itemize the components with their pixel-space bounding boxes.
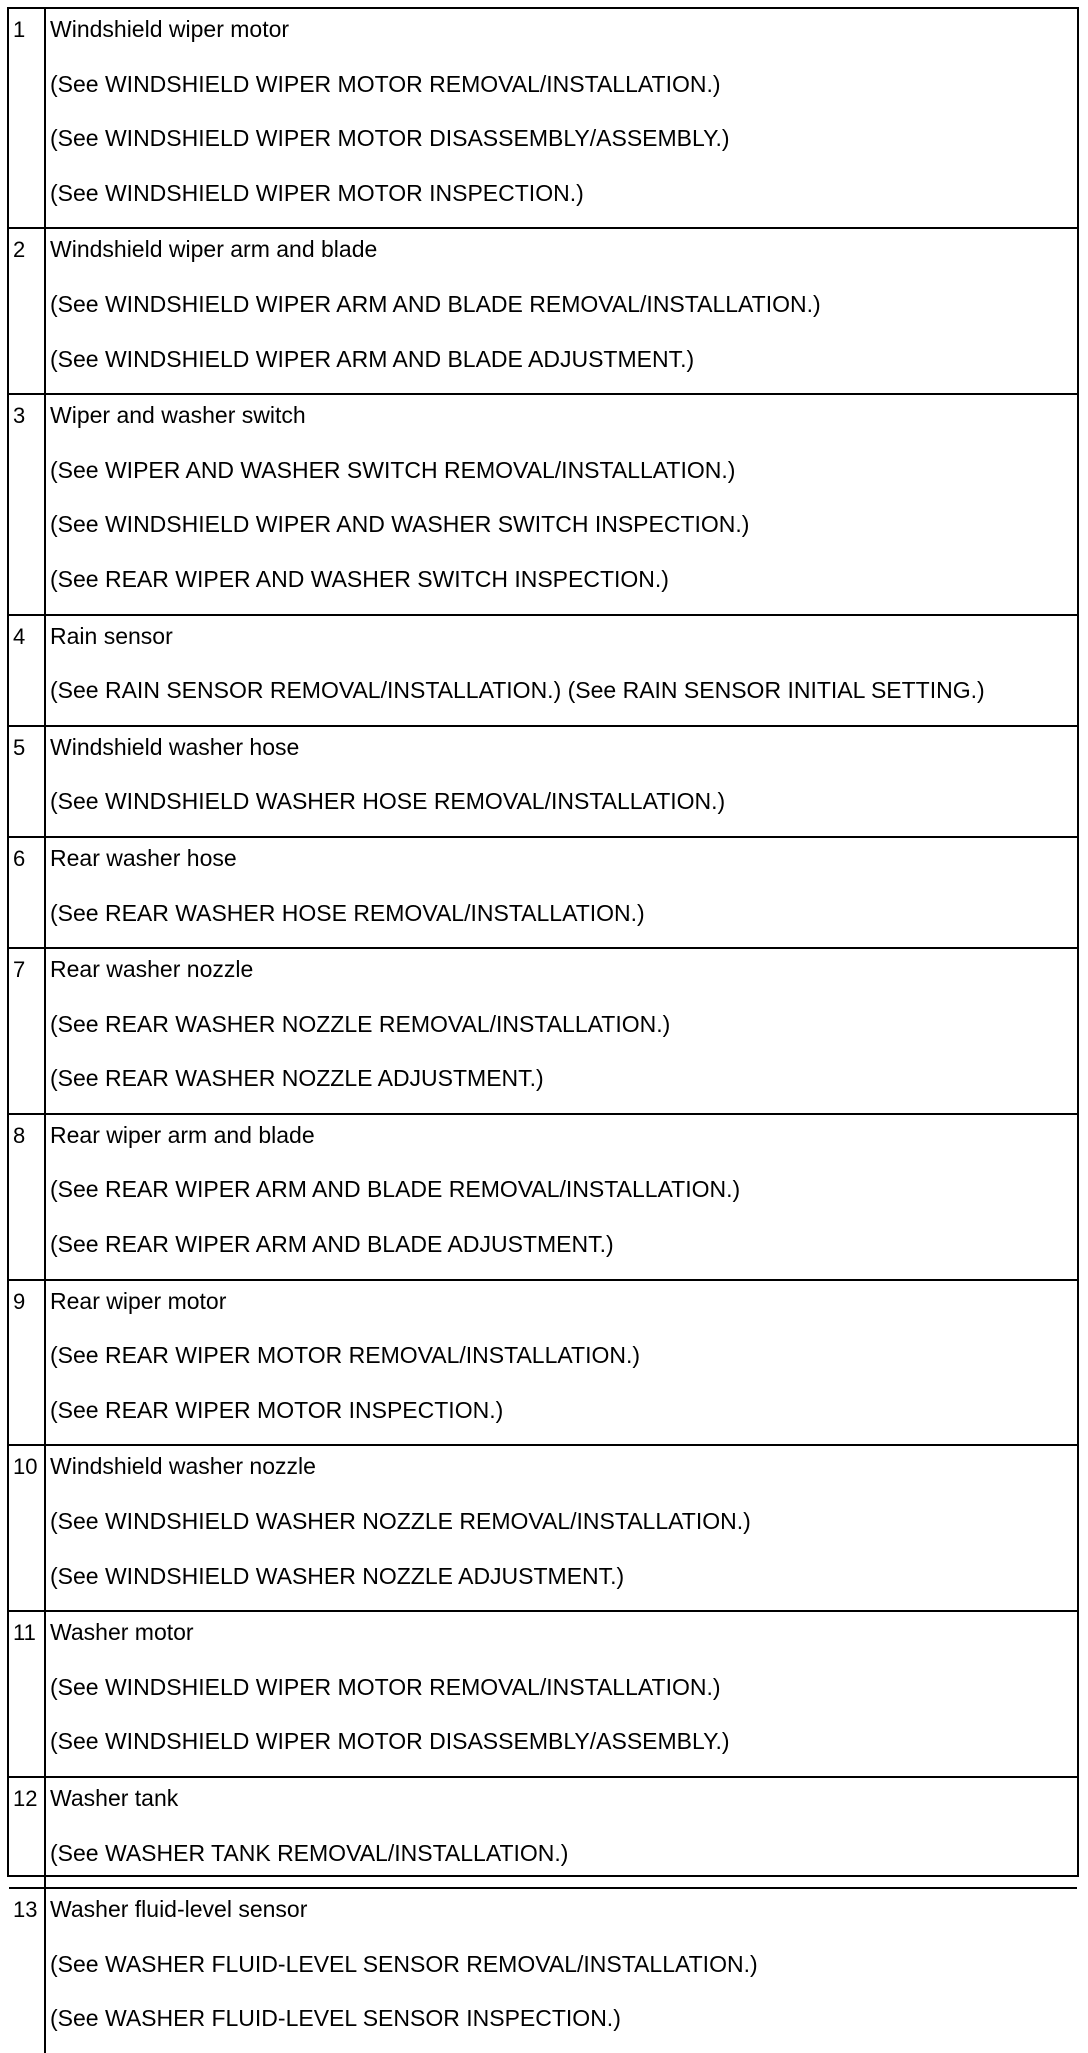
row-content: [46, 1446, 1077, 1610]
procedure-reference: (See WINDSHIELD WIPER MOTOR INSPECTION.): [50, 179, 584, 206]
procedure-reference: (See REAR WIPER MOTOR INSPECTION.): [50, 1396, 504, 1423]
row-number: 13: [9, 1889, 46, 2053]
table-row: [9, 395, 1077, 615]
table-row: [9, 616, 1077, 727]
row-content: [46, 949, 1077, 1113]
procedure-reference: (See REAR WIPER AND WASHER SWITCH INSPECTION.): [50, 565, 669, 592]
procedure-reference: (See WASHER FLUID-LEVEL SENSOR REMOVAL/INSTALLATION.): [50, 1950, 758, 1977]
table-row: [9, 1778, 1077, 1889]
row-number: 8: [9, 1115, 46, 1279]
part-name: Washer fluid-level sensor: [50, 1896, 308, 1923]
row-content: [46, 1115, 1077, 1279]
row-content: [46, 616, 1077, 725]
row-content: [46, 1612, 1077, 1776]
part-name: Wiper and washer switch: [50, 402, 306, 429]
procedure-reference: (See WINDSHIELD WASHER HOSE REMOVAL/INSTALLATION.): [50, 788, 726, 815]
procedure-reference: (See REAR WIPER ARM AND BLADE REMOVAL/INSTALLATION.): [50, 1176, 741, 1203]
row-content: [46, 395, 1077, 613]
table-row: [9, 229, 1077, 395]
row-content: [46, 1281, 1077, 1445]
procedure-reference: (See REAR WIPER MOTOR REMOVAL/INSTALLATION.): [50, 1342, 641, 1369]
row-number: 12: [9, 1778, 46, 1887]
part-name: Rear wiper motor: [50, 1287, 227, 1314]
procedure-reference: (See WASHER TANK REMOVAL/INSTALLATION.): [50, 1839, 569, 1866]
procedure-reference: (See WINDSHIELD WIPER MOTOR REMOVAL/INSTALLATION.): [50, 70, 721, 97]
part-name: Windshield washer hose: [50, 733, 300, 760]
part-name: Rain sensor: [50, 622, 173, 649]
part-name: Rear washer hose: [50, 844, 237, 871]
row-number: 1: [9, 9, 46, 227]
procedure-reference: (See WINDSHIELD WIPER MOTOR DISASSEMBLY/ASSEMBLY.): [50, 1728, 730, 1755]
row-content: [46, 9, 1077, 227]
row-number: 9: [9, 1281, 46, 1445]
part-name: Rear washer nozzle: [50, 956, 254, 983]
procedure-reference: (See WASHER FLUID-LEVEL SENSOR INSPECTION.): [50, 2005, 621, 2032]
table-row: [9, 9, 1077, 229]
part-name: Windshield wiper motor: [50, 16, 290, 42]
row-number: 11: [9, 1612, 46, 1776]
procedure-reference: (See WINDSHIELD WIPER MOTOR DISASSEMBLY/ASSEMBLY.): [50, 125, 730, 152]
part-name: Rear wiper arm and blade: [50, 1121, 315, 1148]
part-name: Washer tank: [50, 1785, 179, 1811]
procedure-reference: (See WIPER AND WASHER SWITCH REMOVAL/INSTALLATION.): [50, 456, 736, 483]
procedure-reference: (See REAR WASHER HOSE REMOVAL/INSTALLATION.): [50, 899, 645, 926]
procedure-reference: (See WINDSHIELD WASHER NOZZLE ADJUSTMENT.): [50, 1562, 625, 1589]
part-name: Windshield washer nozzle: [50, 1453, 316, 1480]
row-content: [46, 838, 1077, 947]
procedure-reference: (See WINDSHIELD WIPER AND WASHER SWITCH INSPECTION.): [50, 511, 750, 538]
row-number: 3: [9, 395, 46, 613]
row-number: 4: [9, 616, 46, 725]
procedure-reference: (See WINDSHIELD WIPER ARM AND BLADE ADJUSTMENT.): [50, 345, 695, 372]
table-row: [9, 1889, 1077, 2053]
procedure-reference: (See REAR WASHER NOZZLE REMOVAL/INSTALLATION.): [50, 1010, 671, 1037]
table-row: [9, 1281, 1077, 1447]
row-number: 6: [9, 838, 46, 947]
row-number: 10: [9, 1446, 46, 1610]
table-row: [9, 727, 1077, 838]
table-row: [9, 949, 1077, 1115]
row-number: 7: [9, 949, 46, 1113]
table-row: [9, 838, 1077, 949]
table-row: [9, 1115, 1077, 1281]
row-number: 5: [9, 727, 46, 836]
row-content: [46, 229, 1077, 393]
procedure-reference: (See REAR WIPER ARM AND BLADE ADJUSTMENT.): [50, 1231, 614, 1258]
row-content: [46, 1778, 1077, 1887]
procedure-reference: (See WINDSHIELD WIPER ARM AND BLADE REMOVAL/INSTALLATION.): [50, 290, 821, 317]
row-number: 2: [9, 229, 46, 393]
procedure-reference: (See WINDSHIELD WIPER MOTOR REMOVAL/INSTALLATION.): [50, 1673, 721, 1700]
part-name: Windshield wiper arm and blade: [50, 236, 378, 263]
procedure-reference: (See RAIN SENSOR REMOVAL/INSTALLATION.) (See RAIN SENSOR INITIAL SETTING.): [50, 677, 985, 704]
parts-reference-table: [7, 7, 1079, 2032]
part-name: Washer motor: [50, 1619, 194, 1646]
procedure-reference: (See REAR WASHER NOZZLE ADJUSTMENT.): [50, 1065, 544, 1092]
row-content: [46, 1889, 1077, 2053]
row-content: [46, 727, 1077, 836]
table-row: [9, 1446, 1077, 1612]
procedure-reference: (See WINDSHIELD WASHER NOZZLE REMOVAL/INSTALLATION.): [50, 1508, 751, 1535]
table-row: [9, 1612, 1077, 1778]
